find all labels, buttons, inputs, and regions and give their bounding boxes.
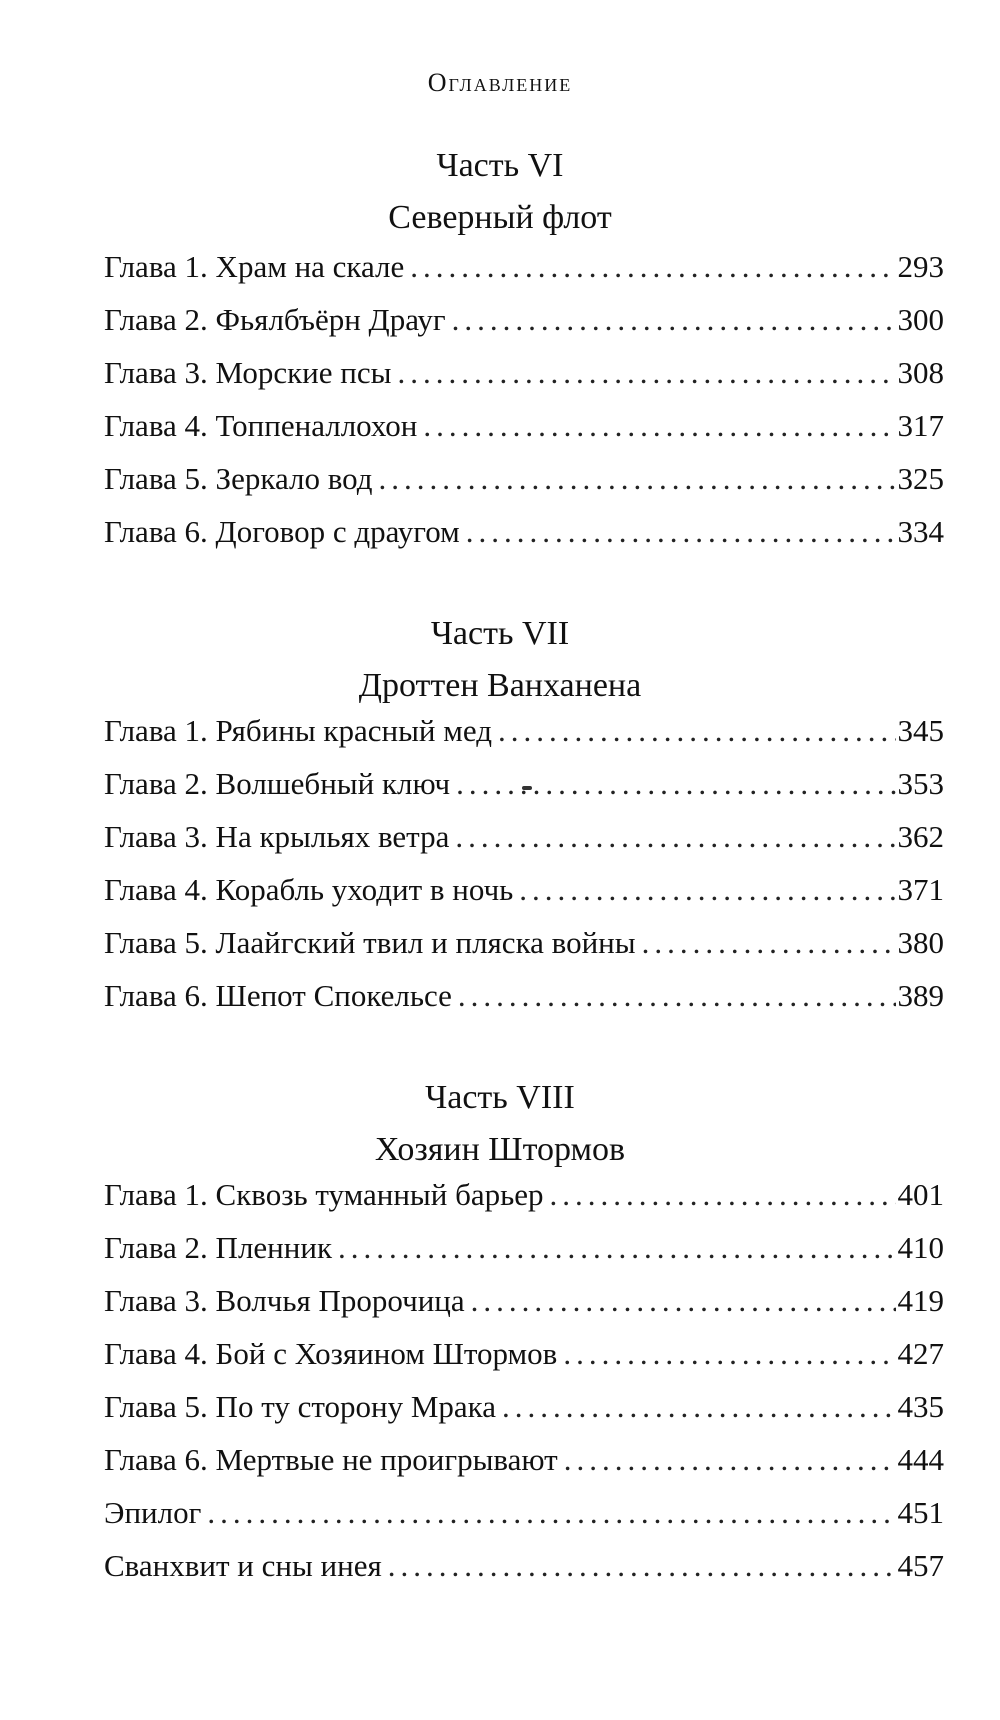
toc-entry-title: Глава 1. Храм на скале	[104, 249, 405, 284]
toc-entry-title: Глава 1. Рябины красный мед	[104, 713, 492, 748]
toc-entry-page: 389	[897, 978, 944, 1013]
dot-leader	[456, 757, 895, 810]
toc-entry-title: Глава 5. Зеркало вод	[104, 461, 373, 496]
toc-entry[interactable]	[104, 704, 944, 757]
dot-leader	[455, 810, 895, 863]
toc-list-part-7	[104, 704, 944, 1022]
toc-entry-title: Глава 5. По ту сторону Мрака	[104, 1389, 496, 1424]
toc-entry-title: Глава 6. Договор с драугом	[104, 514, 460, 549]
toc-entry-page: 444	[897, 1442, 944, 1477]
toc-entry-page: 317	[897, 408, 944, 443]
toc-entry[interactable]	[104, 1168, 944, 1221]
toc-entry[interactable]	[104, 810, 944, 863]
toc-entry[interactable]	[104, 505, 944, 558]
dot-leader	[642, 916, 896, 969]
dot-leader	[423, 399, 895, 452]
dot-leader	[338, 1221, 895, 1274]
toc-entry[interactable]	[104, 1274, 944, 1327]
toc-entry-title: Глава 3. Волчья Пророчица	[104, 1283, 465, 1318]
page-header: Оглавление	[427, 68, 573, 97]
toc-entry[interactable]	[104, 1539, 944, 1592]
toc-entry[interactable]	[104, 452, 944, 505]
toc-entry-page: 362	[897, 819, 944, 854]
part-number: Часть VI	[436, 147, 564, 184]
toc-entry-title: Глава 2. Пленник	[104, 1230, 333, 1265]
toc-entry-page: 451	[897, 1495, 944, 1530]
toc-entry-title: Глава 4. Бой с Хозяином Штормов	[104, 1336, 558, 1371]
dot-leader	[563, 1327, 895, 1380]
toc-entry[interactable]	[104, 399, 944, 452]
toc-entry[interactable]	[104, 293, 944, 346]
toc-entry[interactable]	[104, 863, 944, 916]
toc-entry-page: 410	[897, 1230, 944, 1265]
dot-leader	[397, 346, 895, 399]
dot-leader	[207, 1486, 895, 1539]
toc-entry[interactable]	[104, 969, 944, 1022]
toc-entry-page: 401	[897, 1177, 944, 1212]
toc-entry-page: 300	[897, 302, 944, 337]
dot-leader	[564, 1433, 896, 1486]
toc-entry[interactable]	[104, 346, 944, 399]
toc-list-part-6	[104, 240, 944, 558]
dot-leader	[502, 1380, 896, 1433]
toc-entry-page: 334	[897, 514, 944, 549]
toc-entry-page: 435	[897, 1389, 944, 1424]
toc-entry-title: Глава 4. Корабль уходит в ночь	[104, 872, 514, 907]
dot-leader	[410, 240, 895, 293]
part-heading-7	[0, 608, 1000, 712]
toc-entry-title: Глава 1. Сквозь туманный барьер	[104, 1177, 544, 1212]
toc-entry-title: Глава 6. Мертвые не проигрывают	[104, 1442, 558, 1477]
toc-entry-page: 380	[897, 925, 944, 960]
toc-entry-title: Сванхвит и сны инея	[104, 1548, 382, 1583]
part-number: Часть VIII	[425, 1079, 575, 1116]
toc-entry-title: Глава 2. Волшебный ключ	[104, 766, 451, 801]
toc-entry[interactable]	[104, 1221, 944, 1274]
part-title: Дроттен Ванханена	[358, 667, 642, 704]
toc-entry-title: Глава 2. Фьялбъёрн Драуг	[104, 302, 446, 337]
part-title: Хозяин Штормов	[374, 1131, 626, 1168]
part-heading-6	[0, 140, 1000, 244]
dot-leader	[519, 863, 895, 916]
toc-entry[interactable]	[104, 1486, 944, 1539]
toc-entry[interactable]	[104, 1380, 944, 1433]
toc-entry-title: Глава 4. Топпеналлохон	[104, 408, 418, 443]
toc-entry-page: 308	[897, 355, 944, 390]
toc-entry-title: Глава 3. На крыльях ветра	[104, 819, 450, 854]
toc-entry-title: Глава 3. Морские псы	[104, 355, 392, 390]
toc-list-part-8	[104, 1168, 944, 1592]
toc-entry[interactable]	[104, 916, 944, 969]
toc-entry[interactable]	[104, 1327, 944, 1380]
dot-leader	[550, 1168, 896, 1221]
toc-entry-page: 293	[897, 249, 944, 284]
toc-entry-title: Глава 5. Лаайгский твил и пляска войны	[104, 925, 636, 960]
dot-leader	[458, 969, 896, 1022]
scan-speck	[522, 786, 532, 790]
part-number: Часть VII	[430, 615, 570, 652]
toc-entry-page: 427	[897, 1336, 944, 1371]
toc-entry-title: Глава 6. Шепот Спокельсе	[104, 978, 452, 1013]
toc-entry-page: 325	[897, 461, 944, 496]
dot-leader	[379, 452, 896, 505]
toc-entry-page: 457	[897, 1548, 944, 1583]
dot-leader	[471, 1274, 896, 1327]
part-title: Северный флот	[388, 199, 612, 236]
toc-entry[interactable]	[104, 240, 944, 293]
dot-leader	[498, 704, 896, 757]
toc-entry-title: Эпилог	[104, 1495, 202, 1530]
toc-entry[interactable]	[104, 757, 944, 810]
toc-entry[interactable]	[104, 1433, 944, 1486]
dot-leader	[388, 1539, 896, 1592]
part-heading-8	[0, 1072, 1000, 1176]
toc-entry-page: 353	[897, 766, 944, 801]
dot-leader	[466, 505, 896, 558]
dot-leader	[452, 293, 896, 346]
toc-entry-page: 345	[897, 713, 944, 748]
toc-entry-page: 419	[897, 1283, 944, 1318]
toc-entry-page: 371	[897, 872, 944, 907]
